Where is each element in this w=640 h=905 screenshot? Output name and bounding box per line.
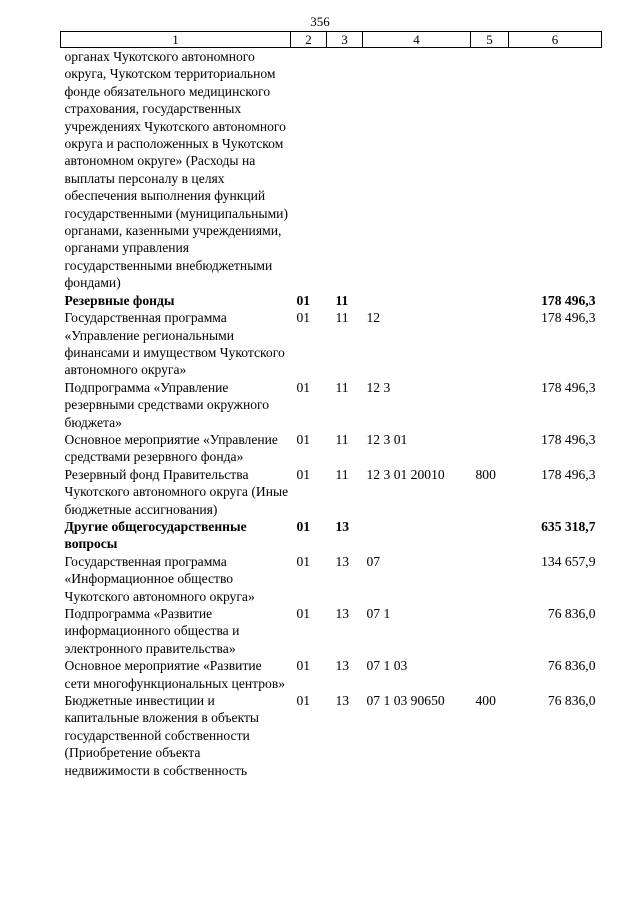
row-name: Резервный фонд Правительства Чукотского автономного округа (Иные бюджетные ассигнования) [64, 466, 289, 517]
header-col-5: 5 [471, 32, 509, 48]
row-subsection: 13 [335, 606, 350, 621]
table-row [61, 605, 602, 657]
row-name: Другие общегосударственные вопросы [64, 518, 247, 552]
row-subsection: 13 [335, 518, 350, 534]
row-target [363, 292, 471, 309]
row-name: Бюджетные инвестиции и капитальные вложения в объекты государственной собственности (Приобретение объекта недвижимости в собственность [64, 693, 260, 778]
table-row [61, 431, 602, 466]
page-number: 356 [310, 14, 330, 29]
row-section: 01 [296, 292, 311, 308]
table-row [61, 553, 602, 605]
budget-table [60, 31, 602, 779]
row-amount: 635 318,7 [541, 518, 596, 534]
row-amount: 76 836,0 [547, 606, 596, 621]
row-name: Основное мероприятие «Управление средствами резервного фонда» [64, 431, 278, 465]
row-section: 01 [296, 518, 311, 534]
row-amount [509, 48, 602, 292]
row-expense-type [471, 292, 509, 309]
row-section: 01 [296, 553, 311, 569]
table-row [61, 292, 602, 309]
row-amount: 76 836,0 [547, 658, 596, 674]
row-section: 01 [296, 606, 311, 621]
row-target: 07 [366, 553, 381, 569]
row-target: 12 [366, 310, 381, 326]
row-subsection: 13 [335, 658, 350, 674]
row-target [363, 48, 471, 292]
row-expense-type [471, 657, 509, 692]
row-target [363, 518, 471, 553]
row-expense-type [471, 48, 509, 292]
table-row [61, 518, 602, 553]
row-subsection: 11 [335, 310, 349, 326]
row-name: Основное мероприятие «Развитие сети многофункциональных центров» [64, 658, 286, 691]
row-target: 12 3 01 20010 [366, 466, 445, 482]
row-section: 01 [296, 693, 311, 709]
row-section: 01 [296, 466, 311, 482]
header-col-4: 4 [363, 32, 471, 48]
table-row [61, 657, 602, 692]
row-expense-type: 800 [475, 466, 496, 482]
row-amount: 134 657,9 [541, 553, 596, 569]
row-subsection: 13 [335, 693, 350, 709]
header-col-3: 3 [327, 32, 363, 48]
row-amount: 178 496,3 [541, 310, 596, 326]
row-expense-type [471, 431, 509, 466]
row-amount: 178 496,3 [541, 292, 596, 308]
header-col-2: 2 [291, 32, 327, 48]
row-expense-type [471, 553, 509, 605]
table-row [61, 466, 602, 518]
header-row [61, 32, 602, 48]
row-name: Подпрограмма «Управление резервными средствами окружного бюджета» [64, 379, 270, 430]
header-col-6: 6 [509, 32, 602, 48]
row-target: 12 3 01 [366, 431, 408, 447]
header-col-1: 1 [61, 32, 291, 48]
row-name: Подпрограмма «Развитие информационного общества и электронного правительства» [64, 606, 240, 656]
row-amount: 178 496,3 [541, 431, 596, 447]
row-subsection: 11 [335, 431, 349, 447]
row-name: Государственная программа «Информационное общество Чукотского автономного округа» [64, 553, 255, 604]
row-expense-type [471, 309, 509, 379]
table-row [61, 692, 602, 779]
row-section: 01 [296, 379, 311, 395]
row-amount: 178 496,3 [541, 379, 596, 395]
row-expense-type [471, 379, 509, 431]
row-target: 12 3 [366, 379, 391, 395]
row-section: 01 [296, 310, 311, 326]
row-name: органах Чукотского автономного округа, Чукотском территориальном фонде обязательного медицинского страхования, государственных учреждениях Чукотского автономного округа и расположенных в Чукотском автономном округе» (Расходы на выплаты персоналу в целях обеспечения выполнения функций государственными (муниципальными) органами, казенными учреждениями, органами управления государственными внебюджетными фондами) [64, 49, 288, 291]
row-amount: 178 496,3 [541, 466, 596, 482]
table-body [61, 48, 602, 780]
row-subsection [327, 48, 363, 292]
row-amount: 76 836,0 [547, 693, 596, 709]
row-section [291, 48, 327, 292]
row-section: 01 [296, 658, 311, 674]
row-expense-type [471, 518, 509, 553]
row-section: 01 [296, 431, 311, 447]
table-row [61, 379, 602, 431]
row-target: 07 1 03 [366, 658, 408, 674]
row-target: 07 1 03 90650 [366, 693, 445, 709]
row-subsection: 11 [335, 466, 349, 482]
row-expense-type [471, 605, 509, 657]
row-name: Резервные фонды [64, 292, 175, 308]
row-expense-type: 400 [475, 693, 496, 709]
row-subsection: 11 [335, 379, 349, 395]
row-target: 07 1 [366, 606, 391, 621]
row-name: Государственная программа «Управление региональными финансами и имуществом Чукотского автономного округа» [64, 310, 285, 378]
table-row [61, 309, 602, 379]
row-subsection: 11 [335, 292, 349, 308]
row-subsection: 13 [335, 553, 350, 569]
table-row [61, 48, 602, 292]
